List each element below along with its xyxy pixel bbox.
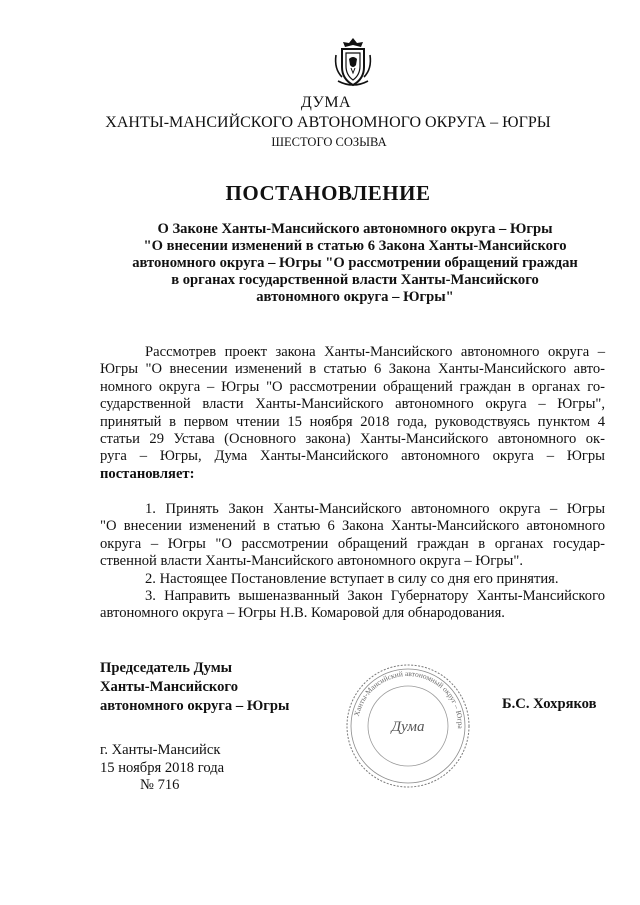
item-line: округа – Югры "О рассмотрении обращений граждан в органах государ- — [100, 535, 605, 552]
official-stamp — [343, 661, 473, 791]
chairman-title-line: Председатель Думы — [100, 660, 233, 676]
document-type-title: ПОСТАНОВЛЕНИЕ — [225, 181, 431, 205]
item-line: автономного округа – Югры Н.В. Комаровой для обнародования. — [100, 605, 505, 622]
preamble-line: Рассмотрев проект закона Ханты-Мансийского автономного округа – — [145, 344, 605, 360]
chairman-title-line: Ханты-Мансийского — [100, 679, 238, 695]
preamble-line: принятый в первом чтении 15 ноября 2018 года, руководствуясь пунктом 4 — [100, 413, 605, 430]
subject-line: "О внесении изменений в статью 6 Закона Ханты-Мансийского — [143, 238, 567, 254]
convocation-heading: ШЕСТОГО СОЗЫВА — [271, 135, 387, 149]
item-line: 3. Направить вышеназванный Закон Губернатору Ханты-Мансийского — [145, 588, 605, 605]
item-line: ственной власти Ханты-Мансийского автономного округа – Югры". — [100, 553, 523, 570]
region-heading: ХАНТЫ-МАНСИЙСКОГО АВТОНОМНОГО ОКРУГА – ЮГРЫ — [105, 114, 551, 131]
duma-heading: ДУМА — [300, 94, 352, 111]
document-footer — [100, 742, 224, 795]
item-line: "О внесении изменений в статью 6 Закона Ханты-Мансийского автономного — [100, 518, 605, 535]
subject-line: в органах государственной власти Ханты-Мансийского — [171, 272, 539, 288]
resolution-items — [100, 501, 605, 623]
subject-line: О Законе Ханты-Мансийского автономного округа – Югры — [157, 221, 553, 237]
city: г. Ханты-Мансийск — [100, 742, 221, 758]
resolves-word: постановляет: — [100, 465, 195, 482]
document-number: № 716 — [140, 777, 180, 793]
signer-name: Б.С. Хохряков — [502, 696, 597, 712]
subject-line: автономного округа – Югры" — [256, 289, 454, 305]
preamble-paragraph — [100, 344, 605, 483]
coat-of-arms-icon — [333, 35, 373, 89]
item-line: 1. Принять Закон Ханты-Мансийского автономного округа – Югры — [145, 501, 605, 517]
stamp-center-text: Дума — [391, 719, 425, 735]
preamble-line: сударственной власти Ханты-Мансийского автономного округа – Югры", — [100, 396, 605, 413]
document-subject — [100, 221, 610, 306]
preamble-line: руга – Югры, Дума Ханты-Мансийского автономного округа – Югры — [100, 448, 605, 465]
chairman-title — [100, 659, 289, 716]
subject-line: автономного округа – Югры "О рассмотрении обращений граждан — [132, 255, 578, 271]
preamble-line: статьи 29 Устава (Основного закона) Ханты-Мансийского автономного ок- — [100, 431, 605, 448]
preamble-line: номного округа – Югры "О рассмотрении обращений граждан в органах го- — [100, 378, 605, 395]
stamp-ring-text: Ханты-Мансийский автономный округ – Югра — [352, 668, 466, 729]
item-line: 2. Настоящее Постановление вступает в силу со дня его принятия. — [145, 570, 559, 587]
chairman-title-line: автономного округа – Югры — [100, 698, 290, 714]
preamble-line: Югры "О внесении изменений в статью 6 Закона Ханты-Мансийского авто- — [100, 361, 605, 378]
document-date: 15 ноября 2018 года — [100, 759, 225, 776]
